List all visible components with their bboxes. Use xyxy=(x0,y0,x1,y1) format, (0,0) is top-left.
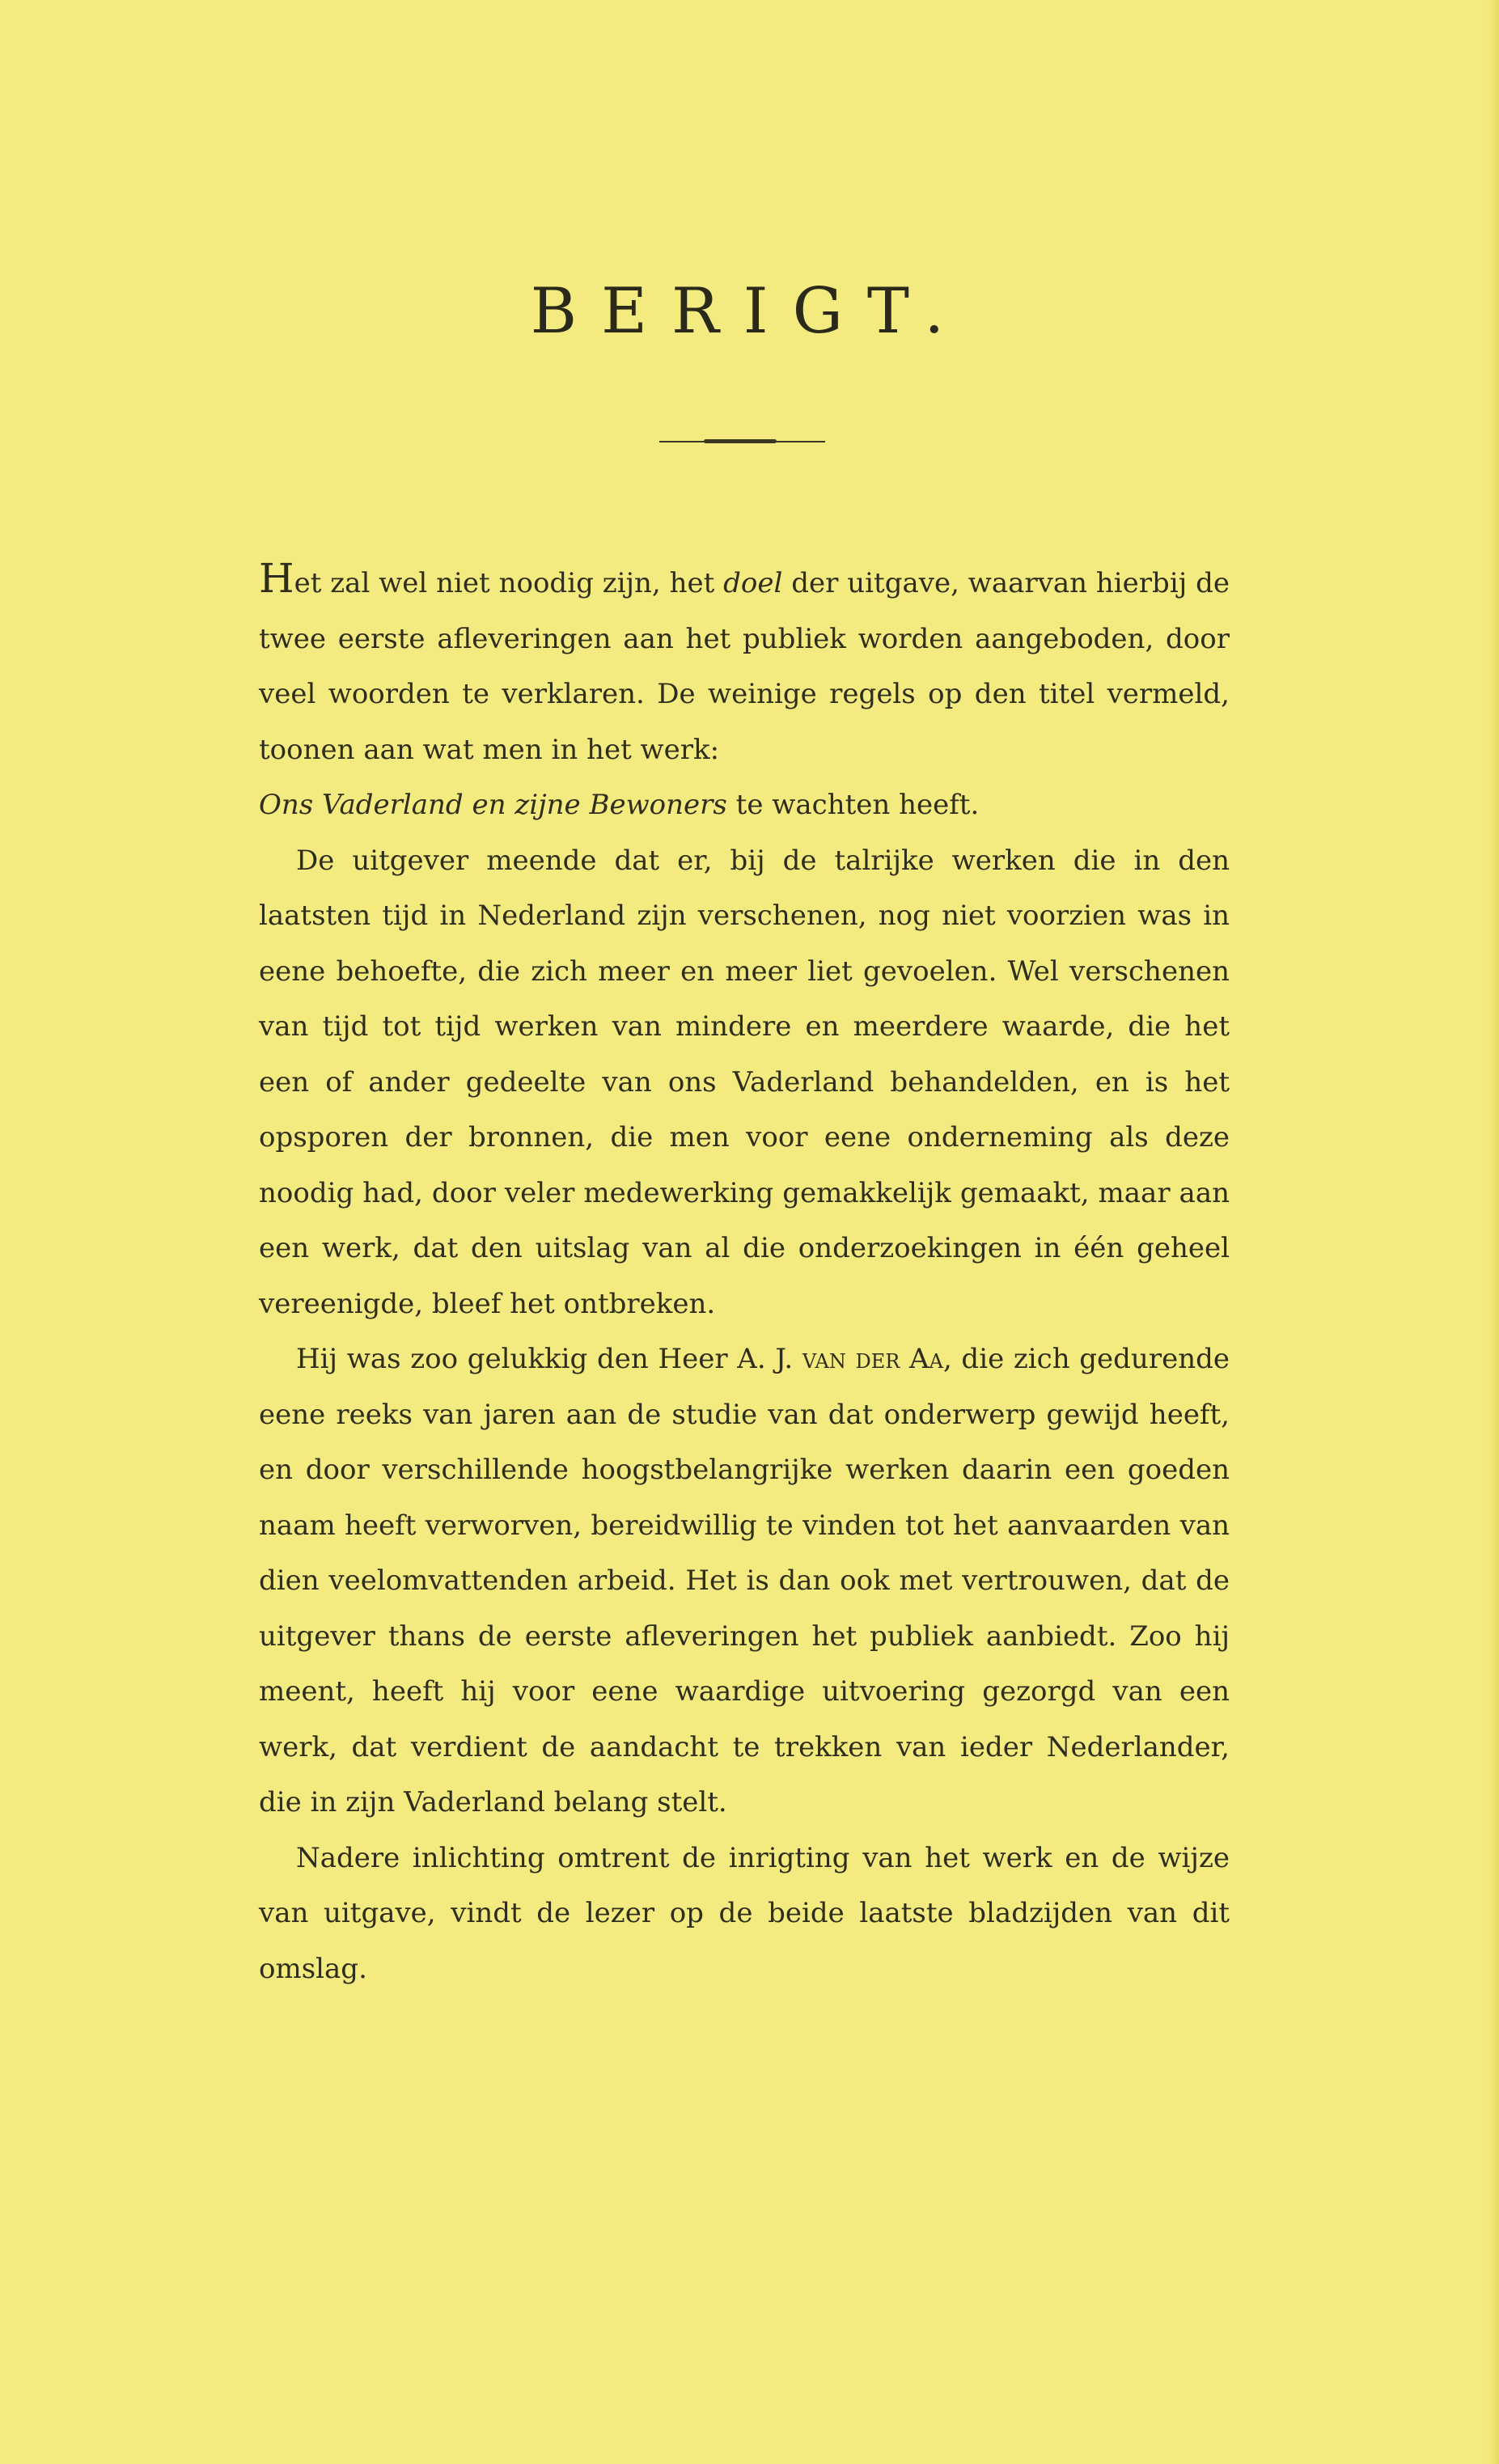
drop-cap: H xyxy=(259,555,294,602)
paragraph-1-text-c: te wachten heeft. xyxy=(726,789,980,821)
paragraph-1-text-b: der uitgave, waarvan hierbij de twee eerste afleveringen aan het publiek worden aangeboden, door veel woorden te verklaren. De weinige regels op den titel vermeld, toonen aan wat men in het werk: xyxy=(259,567,1230,766)
paragraph-3 xyxy=(259,1331,1230,1831)
paragraph-3-text-b: , die zich gedurende eene reeks van jaren aan de studie van dat onderwerp gewijd heeft, en door verschillende hoogstbelangrijke werken daarin een goeden naam heeft verworven, bereidwillig te vinden tot het aanvaarden van dien veelomvattenden arbeid. Het is dan ook met vertrouwen, dat de uitgever thans de eerste afleveringen het publiek aanbiedt. Zoo hij meent, heeft hij voor eene waardige uitvoering gezorgd van een werk, dat verdient de aandacht te trekken van ieder Nederlander, die in zijn Vaderland belang stelt. xyxy=(259,1343,1230,1818)
paragraph-1-text-a: et zal wel niet noodig zijn, het xyxy=(294,567,724,599)
title-divider-ornament xyxy=(704,439,777,443)
page-edge xyxy=(1488,0,1499,2464)
paragraph-1-emphasis: doel xyxy=(723,567,783,599)
work-title: Ons Vaderland en zijne Bewoners xyxy=(259,789,727,821)
paragraph-1 xyxy=(259,556,1230,833)
paragraph-4: Nadere inlichting omtrent de inrigting van het werk en de wijze van uitgave, vindt de lezer op de beide laatste bladzijden van dit omslag. xyxy=(259,1841,1230,1985)
author-name: van der Aa xyxy=(802,1343,943,1375)
paragraph-2: De uitgever meende dat er, bij de talrijke werken die in den laatsten tijd in Nederland zijn verschenen, nog niet voorzien was in eene behoefte, die zich meer en meer liet gevoelen. Wel verschenen van tijd tot tijd werken van mindere en meerdere waarde, die het een of ander gedeelte van ons Vaderland behandelden, en is het opsporen der bronnen, die men voor eene onderneming als deze noodig had, door veler medewerking gemakkelijk gemaakt, maar aan een werk, dat den uitslag van al die onderzoekingen in één geheel vereenigde, bleef het ontbreken. xyxy=(259,844,1230,1320)
body-text xyxy=(259,556,1230,1996)
page-title: BERIGT. xyxy=(530,275,969,348)
paragraph-3-text-a: Hij was zoo gelukkig den Heer A. J. xyxy=(296,1343,802,1375)
